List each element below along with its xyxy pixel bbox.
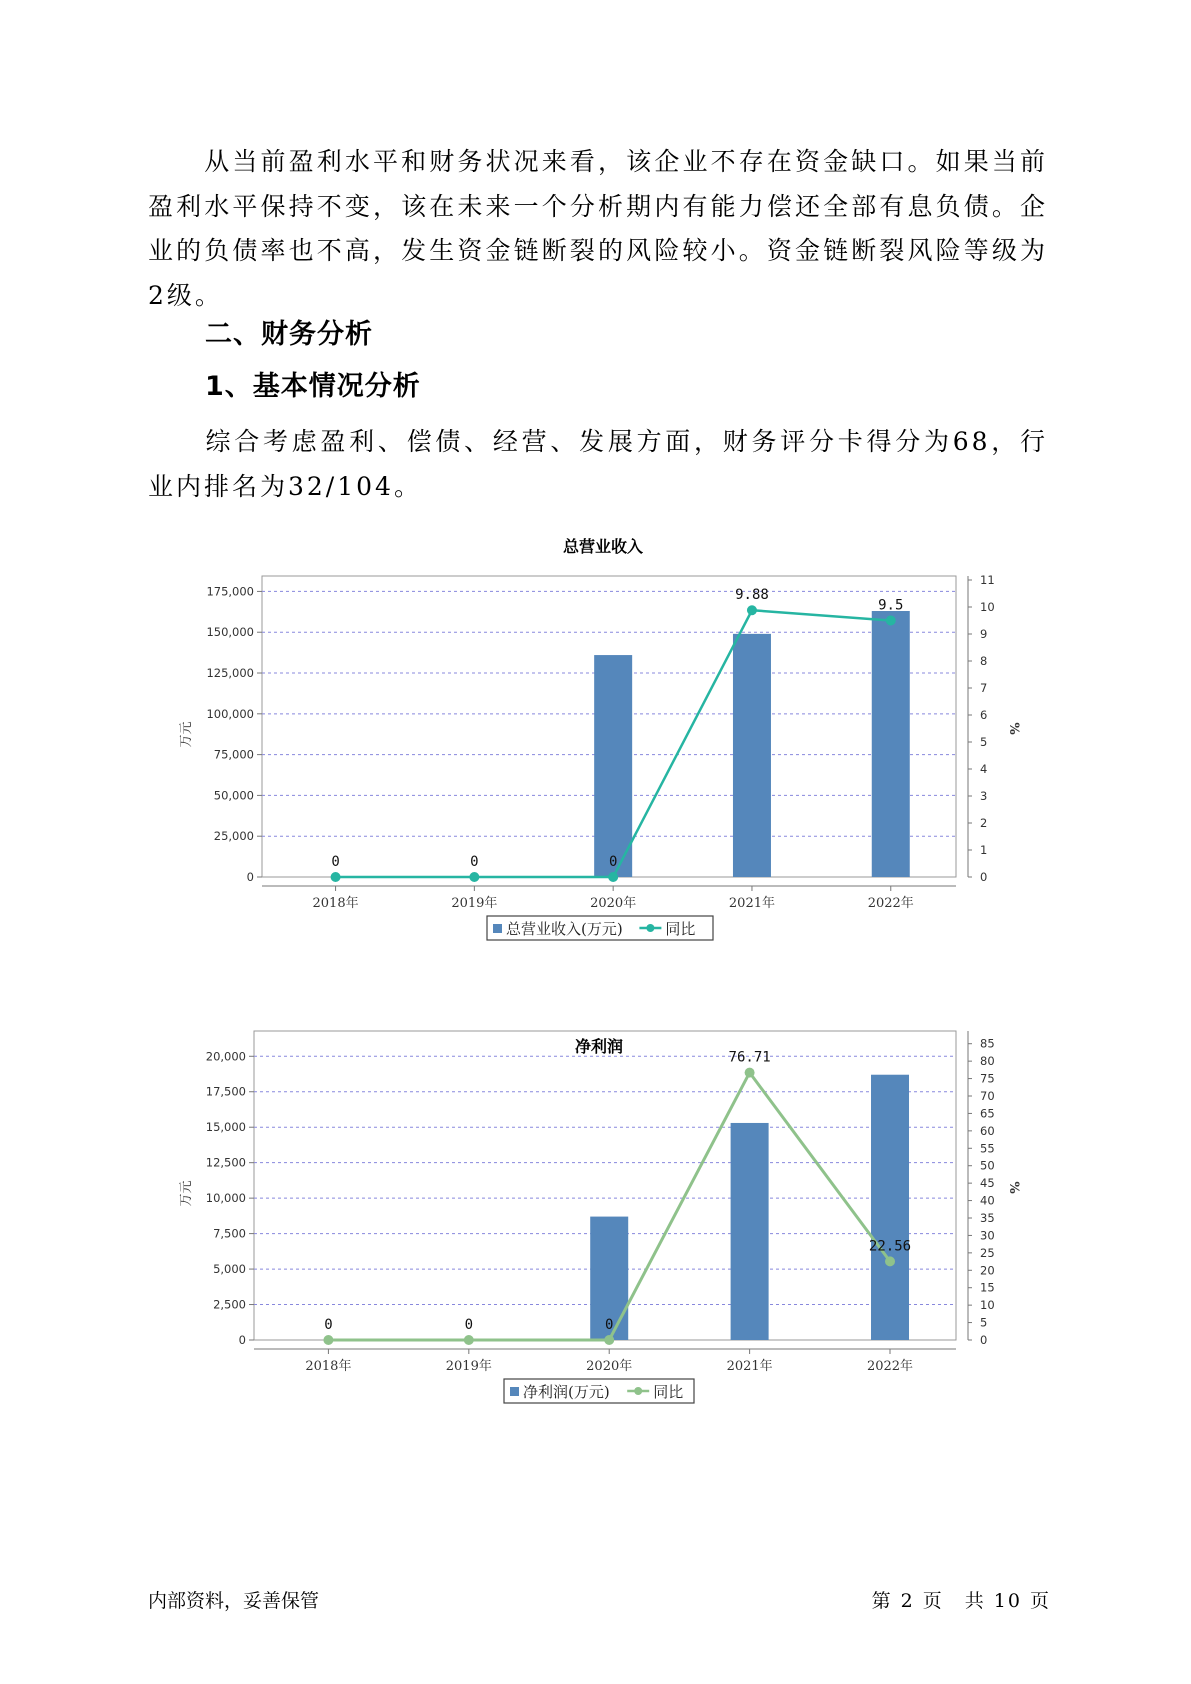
y2-axis-label: % [1006,722,1021,735]
y2-tick-label: 60 [980,1123,995,1138]
y2-tick-label: 6 [980,708,988,722]
y-tick-label: 25,000 [213,829,254,844]
y-tick-label: 125,000 [206,666,254,681]
y-tick-label: 175,000 [206,584,254,599]
line-point-2020年 [604,1335,614,1345]
line-point-2022年 [886,616,896,626]
bar-2020年 [594,655,632,877]
y-tick-label: 2,500 [213,1297,246,1312]
legend-line-marker [634,1387,642,1395]
x-tick-label: 2020年 [590,896,637,911]
y2-tick-label: 50 [980,1158,995,1173]
y2-tick-label: 5 [980,1315,988,1330]
legend-bar-swatch [493,924,502,933]
y2-tick-label: 65 [980,1106,995,1121]
line-point-2020年 [608,872,618,882]
data-label: 0 [604,1317,614,1333]
legend-bar-swatch [510,1387,519,1396]
data-label: 0 [608,854,618,870]
y-tick-label: 5,000 [213,1262,246,1277]
x-tick-label: 2019年 [445,1359,492,1374]
line-point-2021年 [747,605,757,615]
line-point-2021年 [745,1068,755,1078]
bar-2022年 [872,611,910,877]
y-tick-label: 0 [246,870,254,884]
y2-tick-label: 25 [980,1245,995,1260]
y-tick-label: 10,000 [205,1191,246,1206]
bar-2021年 [731,1123,769,1340]
data-label: 76.71 [728,1049,771,1066]
y2-tick-label: 10 [980,600,995,614]
legend-line-marker [646,924,654,932]
x-tick-label: 2022年 [867,896,914,911]
y2-tick-label: 35 [980,1211,995,1225]
y2-tick-label: 80 [980,1054,995,1069]
y-tick-label: 75,000 [213,747,254,762]
chart-title: 净利润 [574,1037,624,1056]
y-tick-label: 100,000 [206,706,254,721]
y2-tick-label: 40 [980,1193,995,1208]
legend-line-label: 同比 [653,1383,684,1401]
x-tick-label: 2021年 [726,1359,773,1374]
y-tick-label: 17,500 [205,1084,246,1099]
paragraph-funding-risk: 从当前盈利水平和财务状况来看，该企业不存在资金缺口。如果当前盈利水平保持不变，该在未来一个分析期内有能力偿还全部有息负债。企业的负债率也不高，发生资金链断裂的风险较小。资金链断裂风险等级为2级。 [148,147,1048,310]
y2-tick-label: 4 [980,762,988,776]
y2-tick-label: 85 [980,1036,995,1051]
y-tick-label: 15,000 [205,1120,246,1135]
legend-line-label: 同比 [665,920,696,938]
y2-tick-label: 1 [980,843,988,857]
y2-tick-label: 55 [980,1141,995,1156]
x-tick-label: 2021年 [728,896,776,911]
chart-revenue-svg [0,520,1191,1040]
subsection-heading-basic-analysis: 1、基本情况分析 [205,371,421,402]
data-label: 22.56 [868,1238,912,1255]
y2-tick-label: 5 [980,735,988,749]
y2-tick-label: 45 [980,1176,995,1191]
chart-title: 总营业收入 [562,537,644,556]
y2-axis-label: % [1006,1181,1021,1194]
footer-confidential-note: 内部资料，妥善保管 [148,1590,320,1612]
line-point-2022年 [885,1256,895,1266]
data-label: 9.88 [735,587,769,604]
y2-tick-label: 9 [980,627,988,641]
y-tick-label: 7,500 [213,1226,246,1241]
y-axis-label: 万元 [179,721,194,748]
x-tick-label: 2022年 [866,1359,914,1374]
y-tick-label: 50,000 [213,788,254,803]
x-tick-label: 2018年 [305,1359,352,1374]
line-point-2018年 [331,872,341,882]
y2-tick-label: 11 [980,573,995,587]
footer-page-number: 第 2 页 共 10 页 [871,1590,1051,1612]
line-point-2019年 [464,1335,474,1345]
y2-tick-label: 3 [980,789,988,803]
data-label: 0 [324,1317,333,1333]
y-axis-label: 万元 [179,1180,194,1207]
section-heading-financial-analysis: 二、财务分析 [205,319,373,350]
y2-tick-label: 8 [980,654,988,668]
legend-bar-label: 净利润(万元) [523,1383,610,1401]
x-tick-label: 2018年 [312,896,359,911]
y2-tick-label: 15 [980,1280,995,1295]
data-label: 9.5 [878,597,904,614]
data-label: 0 [331,854,340,870]
chart-net-profit [0,1020,1191,1540]
y2-tick-label: 0 [980,1333,988,1347]
y2-tick-label: 2 [980,816,988,830]
y2-tick-label: 10 [980,1298,995,1313]
y2-tick-label: 20 [980,1263,995,1278]
y2-tick-label: 70 [980,1089,995,1103]
y2-tick-label: 30 [980,1228,995,1243]
chart-net-profit-svg [0,1020,1191,1540]
chart-revenue [0,520,1191,1040]
line-point-2018年 [323,1335,333,1345]
x-tick-label: 2019年 [451,896,498,911]
y-tick-label: 12,500 [205,1155,246,1170]
x-tick-label: 2020年 [586,1359,633,1374]
y2-tick-label: 7 [980,681,988,695]
y-tick-label: 20,000 [205,1049,246,1064]
y-tick-label: 0 [238,1333,246,1347]
y2-tick-label: 0 [980,870,988,884]
data-label: 0 [464,1317,474,1333]
bar-2021年 [733,634,771,877]
data-label: 0 [470,854,479,870]
legend-bar-label: 总营业收入(万元) [506,920,623,938]
y2-tick-label: 75 [980,1071,995,1086]
y-tick-label: 150,000 [206,625,254,640]
paragraph-score-summary: 综合考虑盈利、偿债、经营、发展方面，财务评分卡得分为68，行业内排名为32/104。 [148,427,1048,501]
line-point-2019年 [469,872,479,882]
bar-2022年 [868,1075,912,1340]
